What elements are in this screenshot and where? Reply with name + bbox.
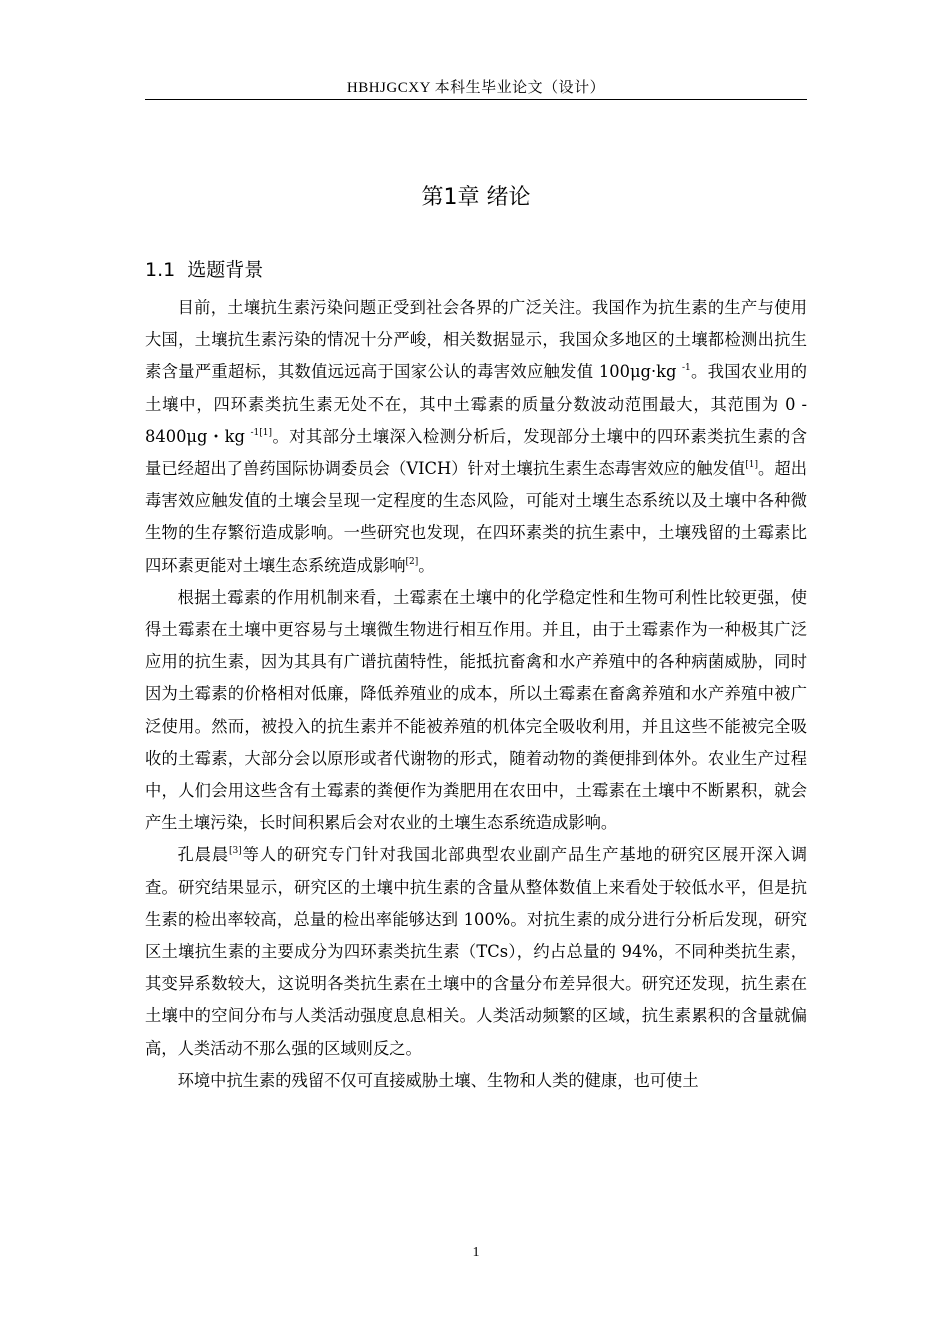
header-rule (145, 99, 807, 100)
text-run: 等人的研究专门针对我国北部典型农业副产品生产基地的研究区展开深入调查。研究结果显示，研究区的土壤中抗生素的含量从整体数值上来看处于较低水平，但是抗生素的检出率较高，总量的检出率能够达到 100%。对抗生素的成分进行分析后发现，研究区土壤抗生素的主要成分为四环素类抗生素（TCs），约占总量的 94%，不同种类抗生素，其变异系数较大，这说明各类抗生素在土壤中的含量分布差异很大。研究还发现，抗生素在土壤中的空间分布与人类活动强度息息相关。人类活动频繁的区域，抗生素累积的含量就偏高，人类活动不那么强的区域则反之。 (145, 845, 807, 1058)
paragraph-4: 环境中抗生素的残留不仅可直接威胁土壤、生物和人类的健康，也可使土 (177, 1070, 699, 1090)
citation-superscript: -1[1] (250, 427, 273, 438)
text-run: 。我国农业用的土壤中，四环素类抗生素无处不在，其中土霉素的质量分数波动范围最大，其范围为 0 - 8400μg・kg (145, 362, 807, 446)
section-number: 1.1 (145, 259, 176, 281)
superscript: -1 (681, 363, 691, 374)
citation-superscript: [1] (745, 460, 758, 471)
page-number: 1 (472, 1245, 480, 1260)
running-header: HBHJGCXY 本科生毕业论文（设计） (346, 80, 606, 96)
text-run: 目前，土壤抗生素污染问题正受到社会各界的广泛关注。我国作为抗生素的生产与使用大国，土壤抗生素污染的情况十分严峻，相关数据显示，我国众多地区的土壤都检测出抗生素含量严重超标，其数值远远高于国家公认的毒害效应触发值 100μg·kg (145, 298, 807, 382)
body-text (145, 292, 807, 1097)
section-title (145, 255, 263, 282)
citation-superscript: [3] (228, 846, 242, 857)
text-run: 。超出毒害效应触发值的土壤会呈现一定程度的生态风险，可能对土壤生态系统以及土壤中各种微生物的生存繁衍造成影响。一些研究也发现，在四环素类的抗生素中，土壤残留的土霉素比四环素更能对土壤生态系统造成影响 (145, 459, 807, 575)
paragraph-2: 根据土霉素的作用机制来看，土霉素在土壤中的化学稳定性和生物可利性比较更强，使得土霉素在土壤中更容易与土壤微生物进行相互作用。并且，由于土霉素作为一种极其广泛应用的抗生素，因为其具有广谱抗菌特性，能抵抗畜禽和水产养殖中的各种病菌威胁，同时因为土霉素的价格相对低廉，降低养殖业的成本，所以土霉素在畜禽养殖和水产养殖中被广泛使用。然而，被投入的抗生素并不能被养殖的机体完全吸收利用，并且这些不能被完全吸收的土霉素，大部分会以原形或者代谢物的形式，随着动物的粪便排到体外。农业生产过程中，人们会用这些含有土霉素的粪便作为粪肥用在农田中，土霉素在土壤中不断累积，就会产生土壤污染，长时间积累后会对农业的土壤生态系统造成影响。 (145, 587, 807, 833)
text-run: 。 (418, 555, 435, 575)
paragraph-3 (145, 839, 807, 1064)
text-run: 孔晨晨 (177, 845, 229, 865)
section-heading: 选题背景 (187, 259, 264, 281)
text-run: 。对其部分土壤深入检测分析后，发现部分土壤中的四环素类抗生素的含量已经超出了兽药国际协调委员会（VICH）针对土壤抗生素生态毒害效应的触发值 (145, 426, 807, 479)
paragraph-1 (145, 292, 807, 582)
chapter-title: 第1章 绪论 (421, 185, 531, 210)
citation-superscript: [2] (405, 556, 419, 567)
